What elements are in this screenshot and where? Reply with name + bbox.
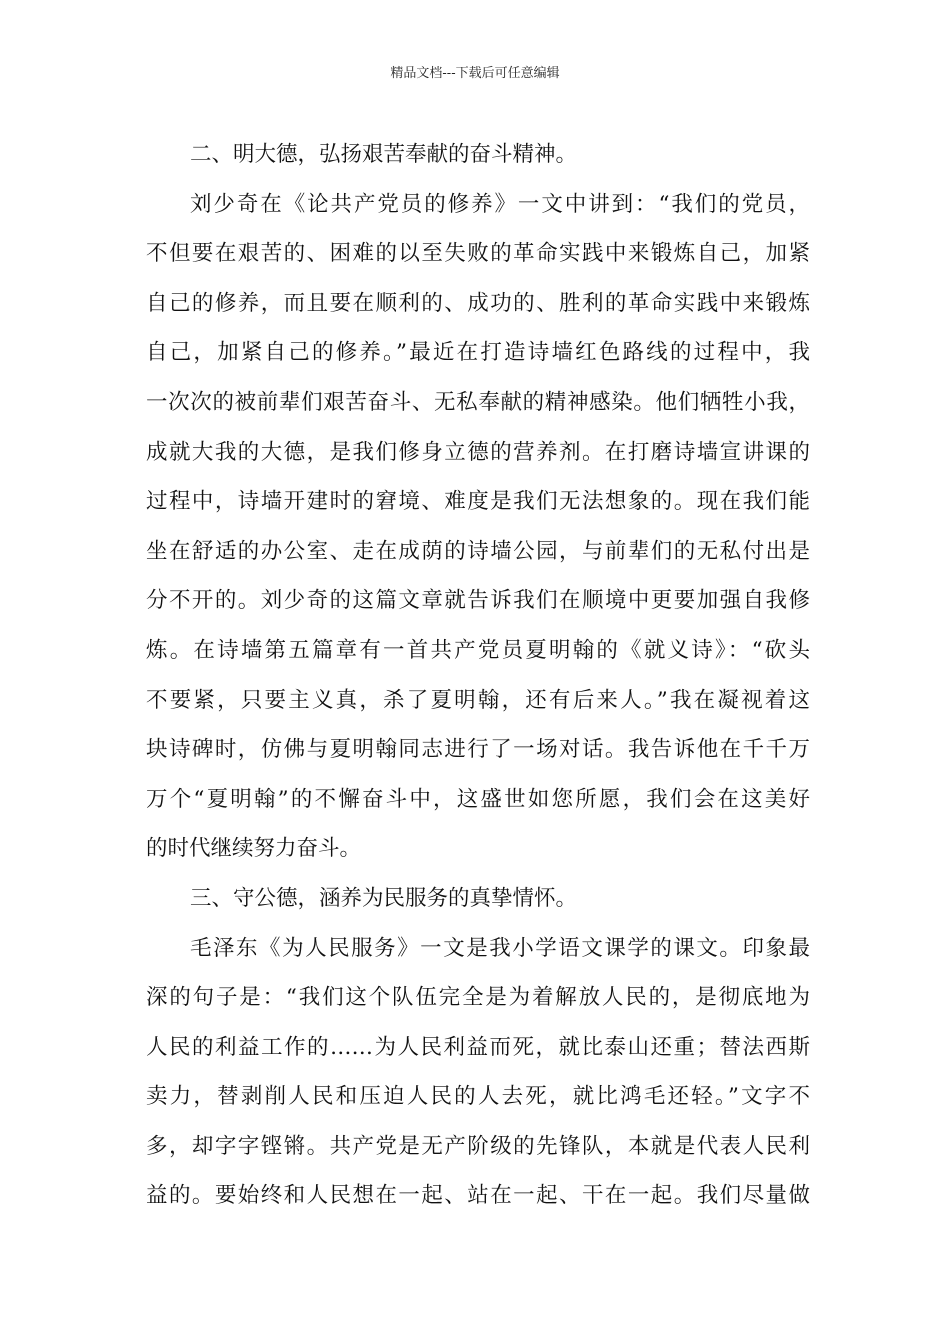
paragraph-line: 不但要在艰苦的、困难的以至失败的革命实践中来锻炼自己，加紧 xyxy=(146,241,810,267)
page-header: 精品文档---下载后可任意编辑 xyxy=(390,66,560,81)
paragraph-line: 万个“夏明翰”的不懈奋斗中，这盛世如您所愿，我们会在这美好 xyxy=(146,786,810,812)
paragraph-line: 卖力，替剥削人民和压迫人民的人去死，就比鸿毛还轻。”文字不 xyxy=(146,1084,810,1110)
paragraph-line: 自己，加紧自己的修养。”最近在打造诗墙红色路线的过程中，我 xyxy=(146,340,810,366)
section-heading-2: 二、明大德，弘扬艰苦奉献的奋斗精神。 xyxy=(190,142,578,167)
paragraph-line: 炼。在诗墙第五篇章有一首共产党员夏明翰的《就义诗》：“砍头 xyxy=(146,637,810,663)
paragraph-line: 块诗碑时，仿佛与夏明翰同志进行了一场对话。我告诉他在千千万 xyxy=(146,737,810,763)
paragraph-line: 一次次的被前辈们艰苦奋斗、无私奉献的精神感染。他们牺牲小我， xyxy=(146,389,810,415)
paragraph-line: 毛泽东《为人民服务》一文是我小学语文课学的课文。印象最 xyxy=(190,935,810,961)
paragraph-line: 刘少奇在《论共产党员的修养》一文中讲到：“我们的党员， xyxy=(190,191,810,217)
paragraph-line: 自己的修养，而且要在顺利的、成功的、胜利的革命实践中来锻炼 xyxy=(146,290,810,316)
paragraph-line: 坐在舒适的办公室、走在成荫的诗墙公园，与前辈们的无私付出是 xyxy=(146,538,810,564)
paragraph-line: 的时代继续努力奋斗。 xyxy=(146,836,362,862)
paragraph-line: 人民的利益工作的……为人民利益而死，就比泰山还重；替法西斯 xyxy=(146,1034,810,1060)
paragraph-line: 过程中，诗墙开建时的窘境、难度是我们无法想象的。现在我们能 xyxy=(146,489,810,515)
paragraph-line: 益的。要始终和人民想在一起、站在一起、干在一起。我们尽量做 xyxy=(146,1183,810,1209)
paragraph-line: 多，却字字铿锵。共产党是无产阶级的先锋队，本就是代表人民利 xyxy=(146,1133,810,1159)
paragraph-line: 分不开的。刘少奇的这篇文章就告诉我们在顺境中更要加强自我修 xyxy=(146,588,810,614)
paragraph-line: 深的句子是：“我们这个队伍完全是为着解放人民的，是彻底地为 xyxy=(146,985,810,1011)
paragraph-line: 不要紧，只要主义真，杀了夏明翰，还有后来人。”我在凝视着这 xyxy=(146,687,810,713)
section-heading-3: 三、守公德，涵养为民服务的真挚情怀。 xyxy=(190,885,578,911)
paragraph-line: 成就大我的大德，是我们修身立德的营养剂。在打磨诗墙宣讲课的 xyxy=(146,439,810,465)
document-body xyxy=(146,130,810,1221)
